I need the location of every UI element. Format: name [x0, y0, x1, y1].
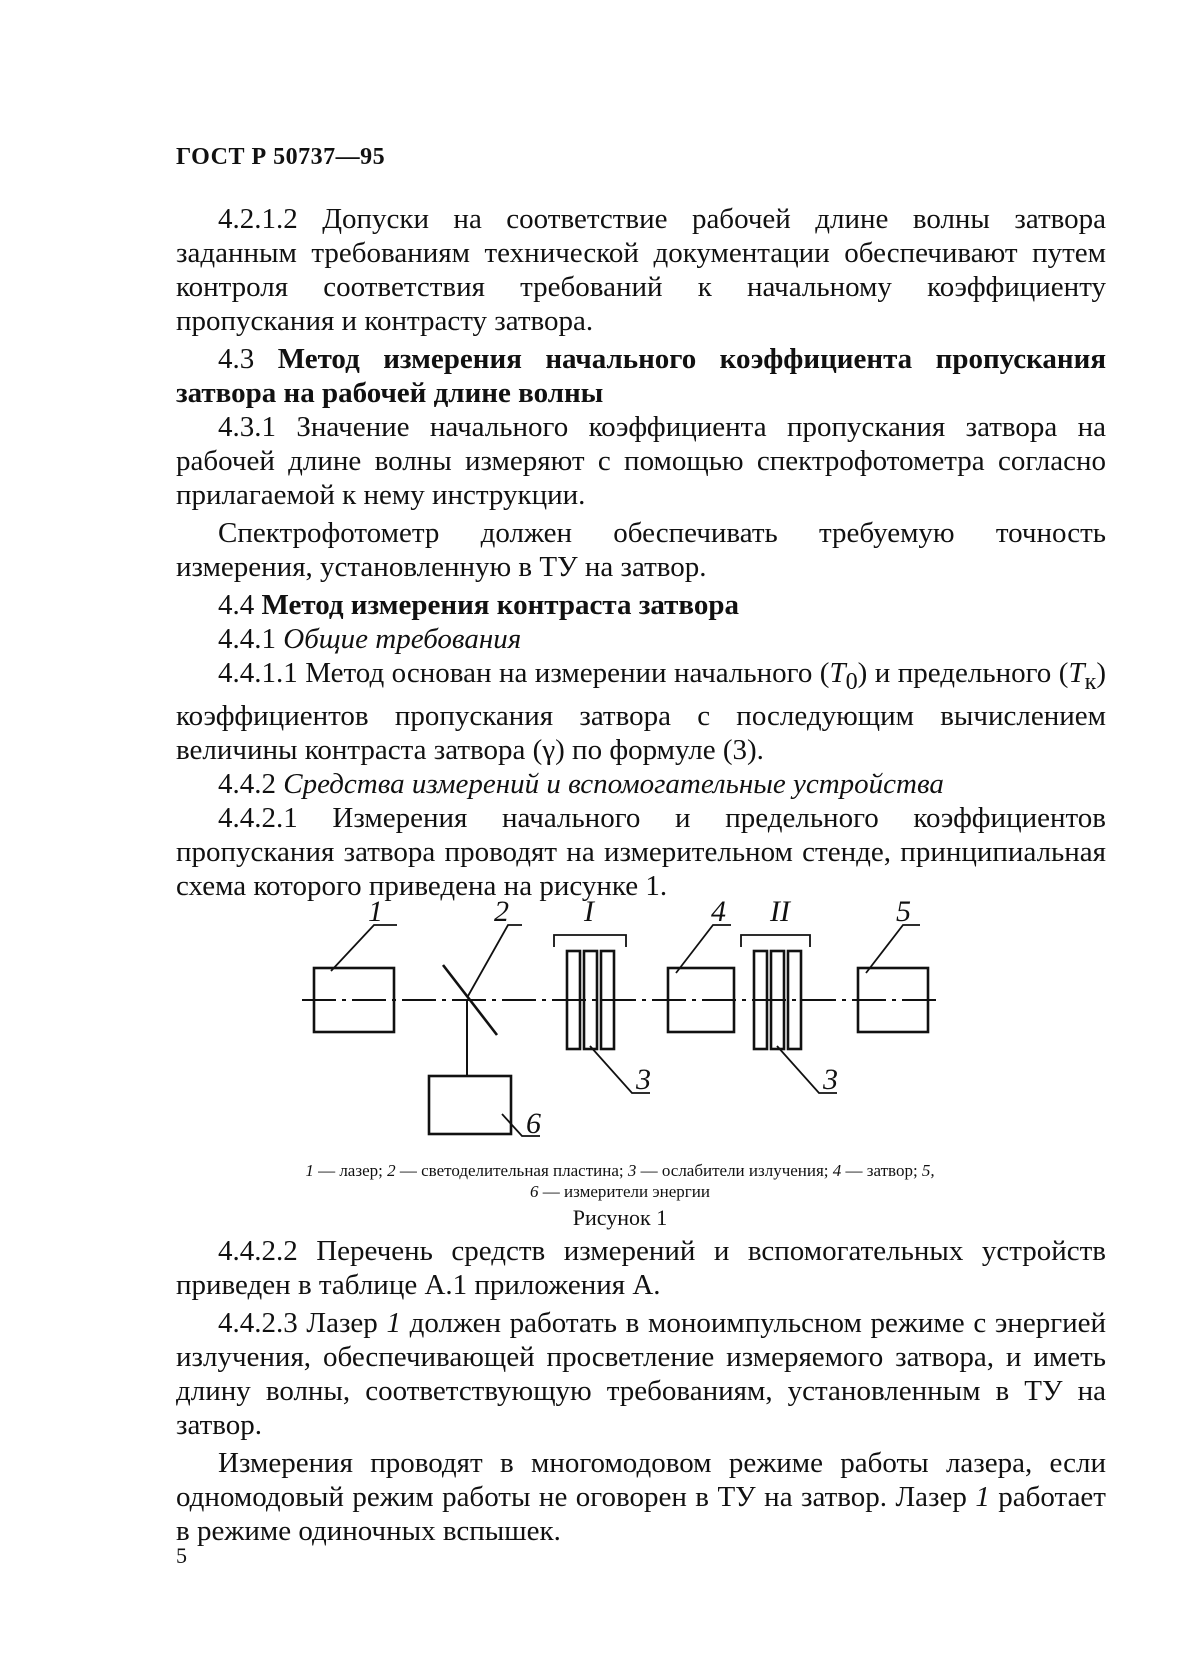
clause-4-3-1-continued: Спектрофотометр должен обеспечивать требуемую точность измерения, установленную в ТУ на затвор. [176, 517, 1106, 583]
clause-4-2-1-2: 4.2.1.2 Допуски на соответствие рабочей длине волны затвора заданным требованиям технической документации обеспечивают путем контроля соответствия требований к начальному коэффициенту пропускания и контрасту затвора. [176, 203, 1106, 337]
label-4: 4 [711, 895, 726, 928]
label-I: I [584, 895, 594, 928]
bracket-group-II [741, 935, 810, 947]
label-1: 1 [368, 895, 383, 928]
clause-4-4-2-1: 4.4.2.1 Измерения начального и предельного коэффициентов пропускания затвора проводят на измерительном стенде, принципиальная схема которого приведена на рисунке 1. [176, 801, 1106, 902]
section-number: 4.4 [218, 589, 255, 621]
measurement-stand-diagram [296, 893, 946, 1143]
section-number: 4.4.2 [218, 767, 276, 800]
section-number: 4.4.1 [218, 623, 276, 655]
leader-line-2 [468, 925, 522, 996]
clause-4-4-1-1: 4.4.1.1 Метод основан на измерении начального $(T_0)$ и предельного $(T_к)$ коэффициентов пропускания затвора с последующим вычислением величины контраста затвора (γ) по формуле (3). [176, 657, 1106, 766]
beam-splitter-plate [443, 965, 497, 1035]
figure-caption: 1 — лазер; 2 — светоделительная пластина; 3 — ослабители излучения; 4 — затвор; 5, 6 — измерители энергии [305, 1161, 935, 1201]
section-4-4-2-heading [176, 767, 1106, 801]
label-6: 6 [526, 1107, 541, 1140]
label-3b: 3 [823, 1063, 838, 1096]
section-4-4-heading [176, 588, 1106, 622]
page-number: 5 [176, 1543, 187, 1568]
leader-line-4 [676, 925, 731, 973]
body-text-bottom [176, 1234, 1106, 1548]
label-II: II [770, 895, 790, 928]
section-number: 4.3 [218, 343, 255, 375]
label-2: 2 [494, 895, 509, 928]
clause-4-4-2-3: 4.4.2.3 Лазер 1 должен работать в моноимпульсном режиме с энергией излучения, обеспечивающей просветление измеряемого затвора, и иметь длину волны, соответствующую требованиям, установленным в ТУ на затвор. [176, 1307, 1106, 1441]
body-text-top [176, 202, 1106, 903]
clause-4-4-2-2: 4.4.2.2 Перечень средств измерений и вспомогательных устройств приведен в таблице А.1 приложения А. [176, 1235, 1106, 1301]
clause-4-4-2-3-continued: Измерения проводят в многомодовом режиме работы лазера, если одномодовый режим работы не оговорен в ТУ на затвор. Лазер 1 работает в режиме одиночных вспышек. [176, 1447, 1106, 1547]
section-4-3-heading [176, 342, 1106, 410]
leader-line-5 [866, 925, 920, 973]
section-title: Метод измерения контраста затвора [261, 589, 739, 621]
label-3a: 3 [636, 1063, 651, 1096]
section-title: Средства измерений и вспомогательные устройства [283, 767, 944, 800]
section-title: Общие требования [283, 623, 522, 655]
figure-title: Рисунок 1 [572, 1205, 668, 1230]
bracket-group-I [554, 935, 626, 947]
document-header: ГОСТ Р 50737—95 [176, 144, 386, 170]
section-4-4-1-heading [176, 622, 1106, 656]
section-title: Метод измерения начального коэффициента пропускания затвора на рабочей длине волны [176, 343, 1107, 409]
label-5: 5 [896, 895, 911, 928]
leader-line-1 [331, 925, 397, 971]
energy-meter-6-box [429, 1076, 511, 1134]
clause-4-3-1: 4.3.1 Значение начального коэффициента пропускания затвора на рабочей длине волны измеряют с помощью спектрофотометра согласно прилагаемой к нему инструкции. [176, 411, 1106, 511]
